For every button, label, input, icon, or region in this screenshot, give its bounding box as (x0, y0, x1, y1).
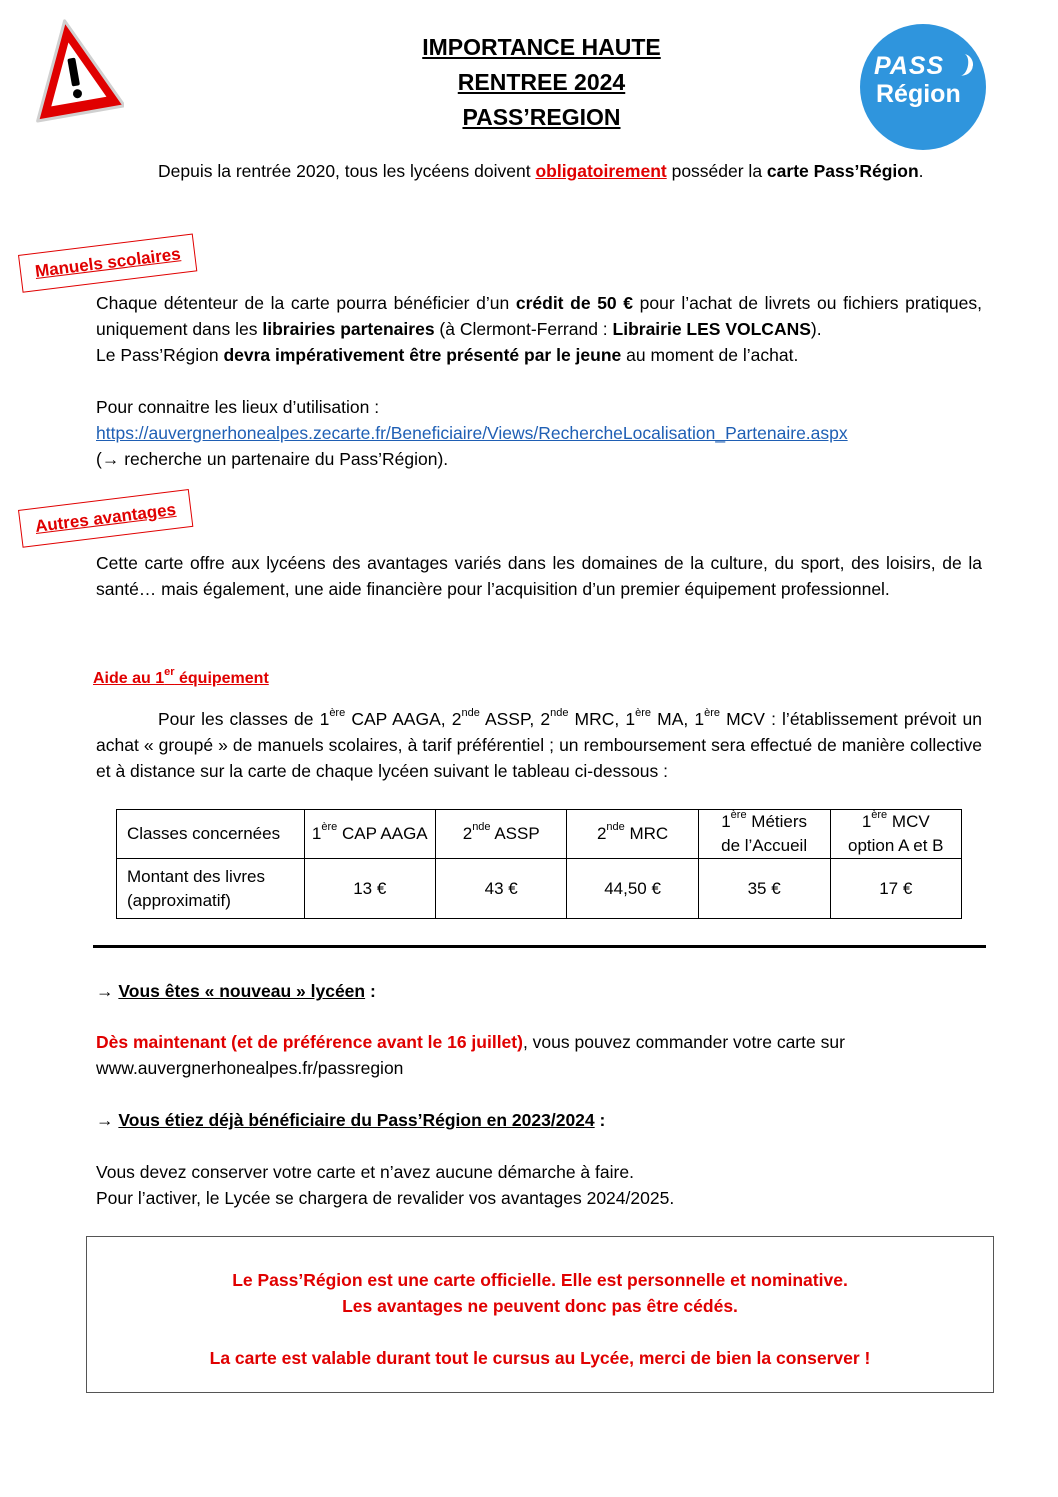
table-row (117, 810, 962, 859)
manuels-credit: crédit de 50 € (515, 293, 634, 313)
manuels-paragraph (96, 290, 982, 342)
logo-text-pass: PASS (874, 52, 945, 80)
table-amount-cell: 35 € (698, 859, 830, 919)
manuels-p2-text: Le Pass’Région (96, 345, 224, 365)
aide-text-f: MCV : l’établissement prévoit un achat « groupé » de manuels scolaires, à tarif préférentiel ; un remboursement sera effectué de manière collective et à distance sur la carte de chaque lycéen suivant le tableau ci-dessous : (96, 709, 982, 781)
partner-link-note: (→ recherche un partenaire du Pass’Région). (96, 449, 449, 469)
table-header-cell: Classes concernées (117, 810, 305, 859)
aide-sup-5: ère (704, 707, 720, 720)
notice-line-3: La carte est valable durant tout le cursus au Lycée, merci de bien la conserver ! (209, 1348, 871, 1368)
col-sup: nde (472, 821, 491, 834)
avantages-paragraph: Cette carte offre aux lycéens des avantages variés dans les domaines de la culture, du sport, des loisirs, de la santé… mais également, une aide financière pour l’acquisition d’un premier équipement professionnel. (96, 553, 982, 599)
aide-text-d: MRC, 1 (568, 709, 636, 729)
aide-text-b: CAP AAGA, 2 (345, 709, 462, 729)
table-amount-cell: 43 € (436, 859, 567, 919)
table-col-header (304, 810, 435, 859)
section-label-avantages-text: Autres avantages (33, 499, 177, 536)
aide-text-c: ASSP, 2 (479, 709, 551, 729)
col-num: 1 (311, 824, 322, 843)
col-sup: ère (321, 821, 338, 834)
nouveau-red-text: Dès maintenant (et de préférence avant le 16 juillet) (96, 1032, 523, 1052)
ancien-heading-text: Vous étiez déjà bénéficiaire du Pass’Région en 2023/2024 (118, 1110, 595, 1130)
row-label-line-1: Montant des livres (127, 866, 265, 886)
col-num: 1 (861, 812, 872, 831)
manuels-paragraph-2 (96, 342, 982, 368)
col-name-2: de l’Accueil (721, 836, 808, 855)
table-amount-cell: 17 € (830, 859, 961, 919)
col-name-2: option A et B (848, 836, 944, 855)
col-sup: ère (730, 809, 747, 822)
title-line-3: PASS’REGION (462, 104, 621, 130)
manuels-p2-bold: devra impérativement être présenté par le jeune (223, 345, 622, 365)
col-name: MRC (624, 824, 669, 843)
aide-heading-sup: er (164, 665, 175, 678)
intro-text: Depuis la rentrée 2020, tous les lycéens doivent (158, 161, 536, 181)
table-col-header (698, 810, 830, 859)
col-sup: ère (871, 809, 888, 822)
manuels-librairies: librairies partenaires (262, 319, 435, 339)
manuels-text-3: (à Clermont-Ferrand : (434, 319, 613, 339)
aide-sup-2: nde (461, 707, 480, 720)
manuels-text: Chaque détenteur de la carte pourra bénéficier d’un (96, 293, 516, 313)
reimbursement-table (116, 809, 962, 919)
partner-link-wrapper (96, 420, 986, 446)
ancien-colon: : (594, 1110, 606, 1130)
nouveau-heading (96, 978, 982, 1004)
col-num: 1 (721, 812, 731, 831)
table-col-header (567, 810, 698, 859)
col-name: Métiers (746, 812, 808, 831)
table-row (117, 859, 962, 919)
table-amount-cell: 13 € (304, 859, 435, 919)
aide-sup-3: nde (550, 707, 569, 720)
col-name: MCV (887, 812, 930, 831)
nouveau-paragraph (96, 1029, 982, 1055)
col-num: 2 (596, 824, 607, 843)
arrow-icon: → (96, 981, 119, 1001)
col-sup: nde (606, 821, 625, 834)
lieux-utilisation-label: Pour connaitre les lieux d’utilisation : (96, 397, 380, 417)
title-line-2: RENTREE 2024 (457, 69, 626, 95)
manuels-text-2: pour l’achat de livrets ou fichiers pratiques, uniquement dans les (96, 293, 983, 339)
aide-text-e: MA, 1 (651, 709, 705, 729)
nouveau-url: www.auvergnerhonealpes.fr/passregion (96, 1058, 404, 1078)
ancien-heading (96, 1107, 982, 1133)
table-amount-cell: 44,50 € (567, 859, 698, 919)
logo-swoosh-icon (954, 53, 975, 78)
intro-text-2: posséder la (666, 161, 767, 181)
section-label-manuels (18, 233, 198, 292)
nouveau-text: , vous pouvez commander votre carte sur (522, 1032, 845, 1052)
manuels-librairie-name: Librairie LES VOLCANS (612, 319, 811, 339)
aide-sup-1: ère (329, 707, 346, 720)
arrow-icon: → (96, 1110, 119, 1130)
title-line-1: IMPORTANCE HAUTE (422, 34, 661, 60)
nouveau-heading-text: Vous êtes « nouveau » lycéen (118, 981, 366, 1001)
notice-line-1: Le Pass’Région est une carte officielle. Elle est personnelle et nominative. (232, 1270, 848, 1290)
col-num: 2 (462, 824, 473, 843)
aide-paragraph (96, 706, 982, 784)
divider (93, 945, 986, 948)
intro-paragraph (158, 158, 988, 184)
col-name: ASSP (490, 824, 540, 843)
row-label-line-2: (approximatif) (127, 890, 231, 910)
logo-text-region: Région (876, 80, 961, 108)
nouveau-colon: : (365, 981, 376, 1001)
intro-emphasis: obligatoirement (535, 161, 667, 181)
aide-heading (93, 667, 269, 691)
aide-text-a: Pour les classes de 1 (158, 709, 330, 729)
section-label-avantages (18, 489, 193, 548)
intro-bold: carte Pass’Région (766, 161, 919, 181)
aide-heading-text-2: équipement (174, 670, 269, 687)
notice-box (86, 1236, 994, 1393)
table-col-header (830, 810, 961, 859)
aide-sup-4: ère (635, 707, 652, 720)
ancien-line-1: Vous devez conserver votre carte et n’avez aucune démarche à faire. (96, 1162, 634, 1182)
ancien-line-2: Pour l’activer, le Lycée se chargera de revalider vos avantages 2024/2025. (96, 1188, 675, 1208)
aide-heading-text: Aide au 1 (93, 670, 165, 687)
intro-text-3: . (918, 161, 924, 181)
col-name: CAP AAGA (337, 824, 428, 843)
table-row-label (117, 859, 305, 919)
pass-region-logo (860, 24, 986, 150)
section-label-manuels-text: Manuels scolaires (33, 244, 182, 281)
notice-line-2: Les avantages ne peuvent donc pas être cédés. (342, 1296, 738, 1316)
partner-search-link[interactable]: https://auvergnerhonealpes.zecarte.fr/Beneficiaire/Views/RechercheLocalisation_Partenaire.aspx (96, 423, 848, 443)
manuels-p2-text-2: au moment de l’achat. (621, 345, 799, 365)
manuels-text-4: ). (810, 319, 822, 339)
table-col-header (436, 810, 567, 859)
